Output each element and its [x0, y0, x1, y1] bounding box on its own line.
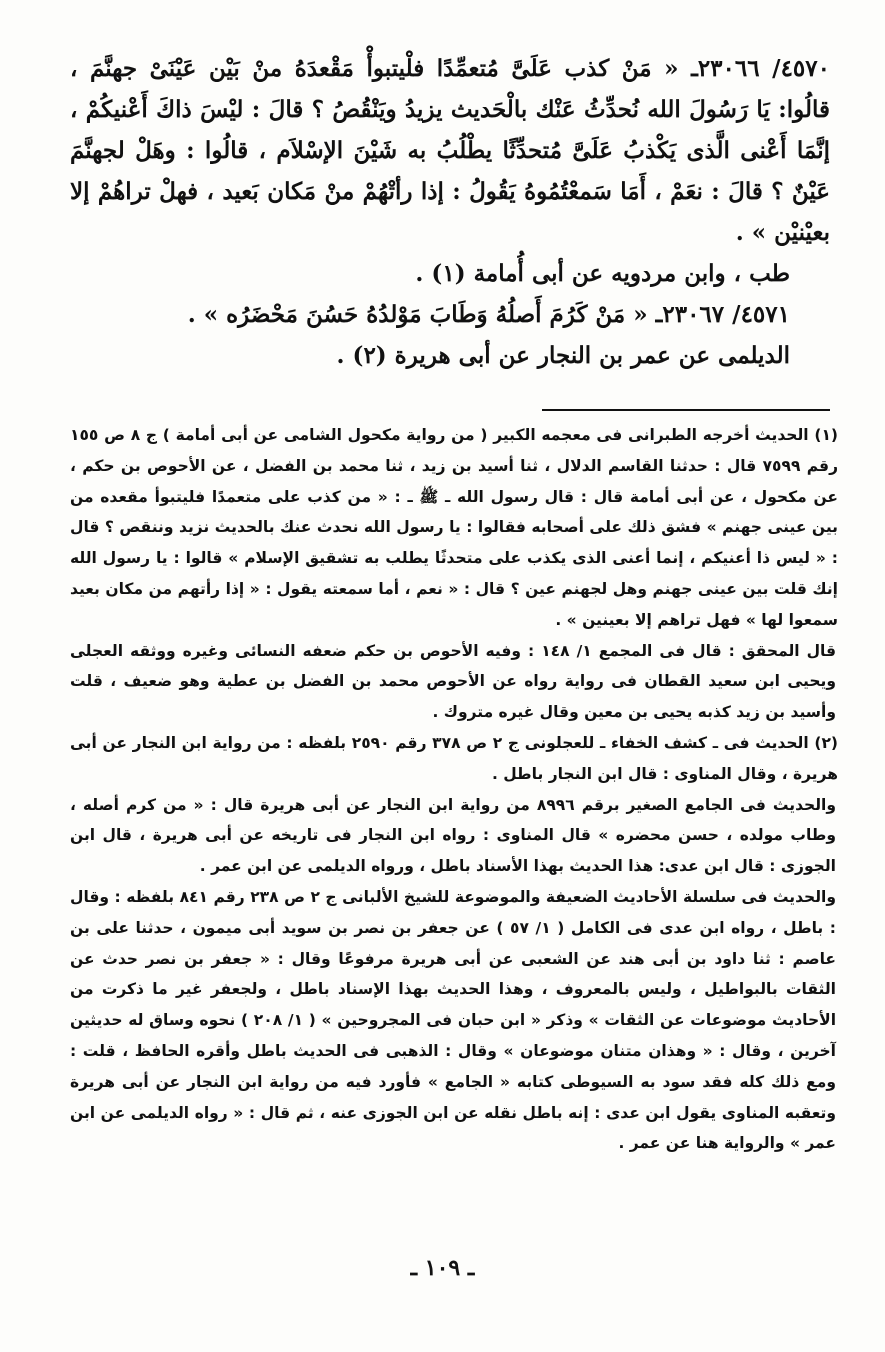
footnote-1: (١) الحديث أخرجه الطبرانى فى معجمه الكبير ( من رواية مكحول الشامى عن أبى أمامة ) ج ٨ ص ١٥٥ رقم ٧٥٩٩ قال : حدثنا القاسم الدلال ، ثنا أسيد بن زيد ، ثنا محمد بن الفضل ، عن الأحوص بن حكم ، عن مكحول ، عن أبى أمامة قال : قال رسول الله ـ ﷺ ـ : « من كذب على متعمدًا فليتبوأ مقعده من بين عينى جهنم » فشق ذلك على أصحابه فقالوا : يا رسول الله نحدث عنك بالحديث نزيد وننقص ؟ قال : « ليس ذا أعنيكم ، إنما أعنى الذى يكذب على متحدثًا يطلب به تشقيق الإسلام » قالوا : يا رسول الله إنك قلت بين عينى جهنم وهل لجهنم عين ؟ قال : « نعم ، أما سمعته يقول : « إذا رأتهم من مكان بعيد سمعوا لها » فهل تراهم إلا بعينين » . — [70, 426, 838, 629]
hadith-4571-source: الديلمى عن عمر بن النجار عن أبى هريرة (٢) . — [336, 342, 790, 369]
page-number: ـ ١٠٩ ـ — [410, 1255, 475, 1281]
footnote-1-editor-note: قال المحقق : قال فى المجمع ١/ ١٤٨ : وفيه الأحوص بن حكم ضعفه النسائى وغيره ووثقه العجلى ويحيى ابن سعيد القطان فى رواية رواه عن الأحوص محمد بن الفضل بن عطية وهو ضعيف ، قلت وأسيد بن زيد كذبه يحيى بن معين وقال غيره متروك . — [70, 641, 836, 722]
footnotes — [70, 420, 838, 1159]
hadith-4570: ٤٥٧٠/ ٢٣٠٦٦ـ « مَنْ كذب عَلَىَّ مُتعمِّدًا فلْيتبوأْ مَقْعدَهُ منْ بَيْن عَيْنَىْ جهنَّمَ ، قالُوا: يَا رَسُولَ الله نُحدِّثُ عَنْك بالْحَديث يزيدُ ويَنْقُصُ ؟ قالَ : ليْسَ ذاكَ أَعْنيكُمْ ، إنَّمَا أَعْنى الَّذى يَكْذبُ عَلَىَّ مُتحدِّثًا يطْلُبُ به شَيْنَ الإسْلاَم ، قالُوا : وهَلْ لجهنَّمَ عَيْنٌ ؟ قالَ : نعَمْ ، أَمَا سَمعْتُمُوهُ يَقُولُ : إذا رأتْهُمْ منْ مَكان بَعيد ، فهلْ تراهُمْ إلا بعيْنيْن » . — [70, 55, 830, 246]
hadith-4570-source: طب ، وابن مردويه عن أبى أُمامة (١) . — [415, 260, 790, 287]
footnote-2-silsila: والحديث فى سلسلة الأحاديث الضعيفة والموضوعة للشيخ الألبانى ج ٢ ص ٢٣٨ رقم ٨٤١ بلفظه : وقال : باطل ، رواه ابن عدى فى الكامل ( ١/ ٥٧ ) عن جعفر بن نصر بن سويد أبى ميمون ، حدثنا على بن عاصم : ثنا داود بن أبى هند عن الشعبى عن أبى هريرة مرفوعًا وقال : « جعفر بن نصر حدث عن الثقات بالبواطيل ، وليس بالمعروف ، وهذا الحديث بهذا الإسناد باطل ، ولجعفر غير ما ذكرت من الأحاديث موضوعات عن الثقات » وذكر « ابن حبان فى المجروحين » ( ١/ ٢٠٨ ) نحوه وساق له حديثين آخرين ، وقال : « وهذان متنان موضوعان » وقال : الذهبى فى الحديث باطل وأقره الحافظ ، قلت : ومع ذلك كله فقد سود به السيوطى كتابه « الجامع » فأورد فيه من رواية ابن النجار عن أبى هريرة وتعقبه المناوى يقول ابن عدى : إنه باطل نقله عن ابن الجوزى عنه ، ثم قال : « رواه الديلمى عن ابن عمر » والرواية هنا عن عمر . — [70, 887, 837, 1153]
hadith-4571: ٤٥٧١/ ٢٣٠٦٧ـ « مَنْ كَرُمَ أَصلُهُ وَطَابَ مَوْلدُهُ حَسُنَ مَحْضَرُه » . — [187, 301, 790, 328]
main-text — [70, 48, 830, 376]
footnote-2-jami-saghir: والحديث فى الجامع الصغير برقم ٨٩٩٦ من رواية ابن النجار عن أبى هريرة قال : « من كرم أصله ، وطاب مولده ، حسن محضره » قال المناوى : رواه ابن النجار فى تاريخه عن أبى هريرة ، قال ابن الجوزى : قال ابن عدى: هذا الحديث بهذا الأسناد باطل ، ورواه الديلمى عن ابن عمر . — [70, 795, 836, 876]
footnote-2: (٢) الحديث فى ـ كشف الخفاء ـ للعجلونى ج ٢ ص ٣٧٨ رقم ٢٥٩٠ بلفظه : من رواية ابن النجار عن أبى هريرة ، وقال المناوى : قال ابن النجار باطل . — [70, 733, 838, 783]
footnote-divider — [542, 409, 830, 411]
